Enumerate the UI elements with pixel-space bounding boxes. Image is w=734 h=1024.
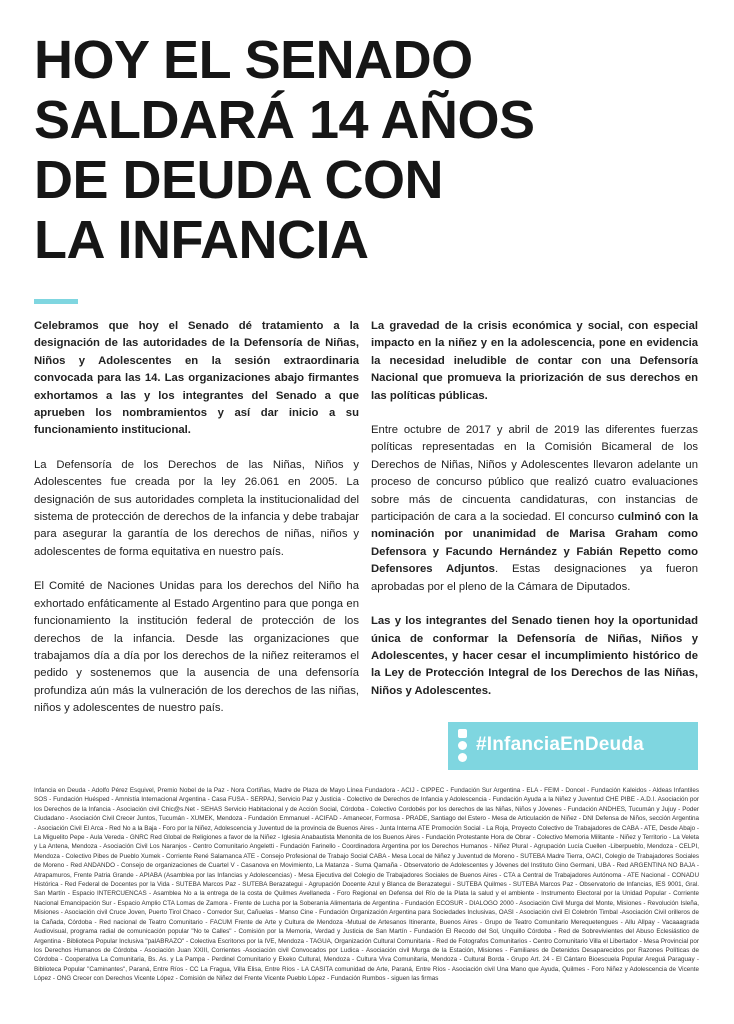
crisis-paragraph: La gravedad de la crisis económica y social, con especial impacto en la niñez y en la adolescencia, pone en evidencia la necesidad ineludible de contar con una Defensoría Nacional que promueva la priorización de sus derechos en las políticas públicas. [371,320,698,402]
headline-line-2: SALDARÁ 14 AÑOS [34,90,535,150]
contest-text-bold: culminó con la nominación por unanimidad de Marisa Graham como Defensora y Facundo Hernández y Fabián Repetto como Defensores Adjuntos [371,511,698,576]
headline [34,30,714,270]
signers-list: Infancia en Deuda - Adolfo Pérez Esquivel, Premio Nobel de la Paz - Nora Cortiñas, Madre de Plaza de Mayo Línea Fundadora - ACIJ - CIPPEC - Fundación Sur Argentina - ELA - FEIM - Doncel - Fundación Kaleidos - Aldeas Infantiles SOS - Fundación Huésped - Amnistía Internacional Argentina - Casa FUSA - SERPAJ, Servicio Paz y Justicia - Colectivo de Derechos de Infancia y Adolescencia - Fundación Ayuda a la Niñez y Juventud CHE PIBE - A.D.I. Asociación por los Derechos de la Infancia - Asociación civil Chic@s.Net - SEHAS Servicio Habitacional y de Acción Social, Córdoba - Colectivo Cordobés por los derechos de las Niñas, Niños y Jóvenes - Fundación ANDHES, Tucumán y Jujuy - Poder Ciudadano - Asociación Civil Crecer Juntos, Tucumán - XUMEK, Mendoza - Fundación Emmanuel - ACIFAD - Amanecer, Formosa - PRADE, Santiago del Estero - Mesa de Articulación de Niñez - DNI Defensa de Niños, sección Argentina - Asociación Civil El Arca - Red No a la Baja - Foro por la Niñez, Adolescencia y Juventud de la provincia de Buenos Aires - Junta Interna ATE Promoción Social - La Roja, Proyecto Colectivo de Trabajadores de CABA - ATE, Desde Abajo - La Miguelito Pepe - Aula Vereda - GNRC Red Global de Religiones a favor de la Niñez - Iglesia Anabautista Menonita de los Buenos Aires - Fundación Protestante Hora de Obrar - Colectivo Memoria Militante - Niñez y Territorio - La Veleta y La Antena, Mendoza - Asociación Civil Los Naranjos - Centro Comunitario Angeletti - Fundación Farinello - Coordinadora Argentina por los Derechos Humanos - Niñez Plural - Agrupación Lucía Cuellen -Liberpueblo, Mendoza - CELPI, Mendoza - Colectivo Pibes de Pueblo Xumek - Corriente René Salamanca ATE - Consejo Profesional de Trabajo Social CABA - Mesa Local de Niñez y Juventud de Moreno - SUTEBA Madre Tierra, OACI, Colegio de Trabajadores Sociales de Moreno - Red ANDANDO - Consejo de organizaciones de Cuartel V - Casanova en Movimiento, La Matanza - Suma Qamaña - Observatorio de Adolescentes y Jóvenes del Instituto Gino Germani, UBA - Red ARGENTINA NO BAJA - Atrapamuros, Frente Patria Grande - APIABA (Asamblea por las Infancias y Adolescencias) - Mesa Ejecutiva del Colegio de Trabajadores Sociales de Buenos Aires - CTA a Central de Trabajadores Autónoma - ATE Nacional - CONADU Histórica - Red Federal de Docentes por la Vida - SUTEBA Marcos Paz - SUTEBA Berazategui - Agrupación Docente Azul y Blanca de Berazategui - SUTEBA Quilmes - SUTEBA Marcos Paz - Observatorio de Infancias, IES 9001, Gral. San Martín - Espacio INTERCUENCAS - Asamblea No a la entrega de la costa de Quilmes Avellaneda - Foro Regional en Defensa del Río de la Plata la salud y el ambiente - Instrumento Electoral por la Unidad Popular - Corriente Nacional Emancipación Sur - Espacio Amplio CTA Lomas de Zamora - Frente de Lucha por la Soberanía Alimentaria de Argentina - Fundación ECOSUR - DIALOGO 2000 - Asociación Civil Murga del Monte, Misiones - Revolución Isleña, Misiones - Asociación civil Cruce Joven, Puerto Tirol Chaco - Corredor Sur, Cañuelas - Manso Cine - Fundación Organización Argentina para Sociedades Inclusivas, OASI - Asociación civil El Colebrón Timbal -Asociación Civil orilleros de la Cañada, Córdoba - Red nacional de Teatro Comunitario - FACUM Frente de Arte y Cultura de Mendoza -Mutual de Artesanos Itinerante, Buenos Aires - Grupo de Teatro Comunitario Merequetengues - Allu Allpay - Vacaaagrada Audiovisual, programa radial de comunicación popular "No te Calles" - Comisión por la Memoria, Verdad y Justicia de San Martín - Fundación El Recodo del Sol, Unquillo Córdoba - Red de Sobrevivientes del Abuso Eclesiástico de Argentina - Biblioteca Popular Inclusiva "palABRAZO" - Colectiva Escritorxs por la IVE, Mendoza - TAGUA, Organización Cultural Comunitaria - Red de Fotografos Comunitarios - Centro Comunitario Villa el Libertador - Mesa Provincial por los Derechos Humanos de Córdoba - Asociación Juan XXIII, Corrientes -Asociación civil Convocados por Ludica - Asociación civil Murga de la Estación, Misiones - Familiares de Detenidos Desaparecidos por Razones Políticas de Córdoba - Cooperativa La Comunitaria, Bs. As. y La Pampa - Perdinel Comunitario y Ekeko Cultural, Mendoza - Cultura Viva Comunitaria, Mendoza - Cultural Borda - Grupo Art. 24 - El Cántaro Bioescuela Popular Areguá Paraguay - Biblioteca Popular "Caminantes", Paraná, Entre Ríos - CC La Fragua, Villa Elisa, Entre Ríos - LA CASITA comunidad de Arte, Paraná, Entre Ríos - Asociación civil Una Mano que Ayuda, Quilmes - Foro Niñez y Adolescencia de Vicente López - ONG Crecer con Derechos Vicente López - Comisión de Niñez del Frente Vicente Pueblo López - Fundación Rumbos - siguen las firmas [34,787,699,983]
headline-line-1: HOY EL SENADO [34,30,473,90]
left-column [34,318,359,735]
senate-opportunity-paragraph: Las y los integrantes del Senado tienen hoy la oportunidad única de conformar la Defensoría de Niñas, Niños y Adolescentes, y hacer cesar el incumplimiento histórico de la Ley de Protección Integral de los Derechos de las Niñas, Niños y Adolescentes. [371,615,698,697]
right-column [371,318,698,717]
un-committee-paragraph: El Comité de Naciones Unidas para los derechos del Niño ha exhortado enfáticamente al Estado Argentino para que ponga en funcionamiento la institución federal de protección de los derechos de la infancia. Desde las organizaciones que trabajamos día a día por los derechos de la niñez reiteramos el pedido y sostenemos que la ausencia de una defensoría profundiza aún más la vulneración de los derechos de las niñas, niños y adolescentes de nuestro país. [34,580,359,715]
contest-text-start: Entre octubre de 2017 y abril de 2019 las diferentes fuerzas políticas representadas en la Comisión Bicameral de los Derechos de Niñas, Niños y Adolescentes llevaron adelante un proceso de concurso público que realizó cuatro evaluaciones sobre más de cincuenta candidaturas, con instancias de participación de cara a la sociedad. El concurso [371,424,698,524]
creation-paragraph: La Defensoría de los Derechos de las Niñas, Niños y Adolescentes fue creada por la ley 26.061 en 2005. La designación de sus autoridades completa la institucionalidad del sistema de protección de derechos de la infancia y debe trabajar para asegurar la garantía de los derechos de niñas, niños y adolescentes de forma equitativa en nuestro país. [34,458,359,558]
headline-line-3: DE DEUDA CON [34,150,444,210]
contest-paragraph [371,422,698,596]
hashtag-banner [448,722,698,770]
headline-line-4: LA INFANCIA [34,210,369,270]
intro-paragraph: Celebramos que hoy el Senado dé tratamiento a la designación de las autoridades de la Defensoría de Niñas, Niños y Adolescentes en la sesión extraordinaria convocada para las 14. Las organizaciones abajo firmantes exhortamos a las y los integrantes del Senado a que aprueben los nombramientos y así dar inicio a su funcionamiento institucional. [34,320,359,437]
contest-text-end: . Estas designaciones ya fueron aprobadas por el pleno de la Cámara de Diputados. [371,563,698,593]
accent-divider [34,299,78,304]
exclamation-icon [458,729,467,765]
hashtag-text: #InfanciaEnDeuda [476,734,644,755]
